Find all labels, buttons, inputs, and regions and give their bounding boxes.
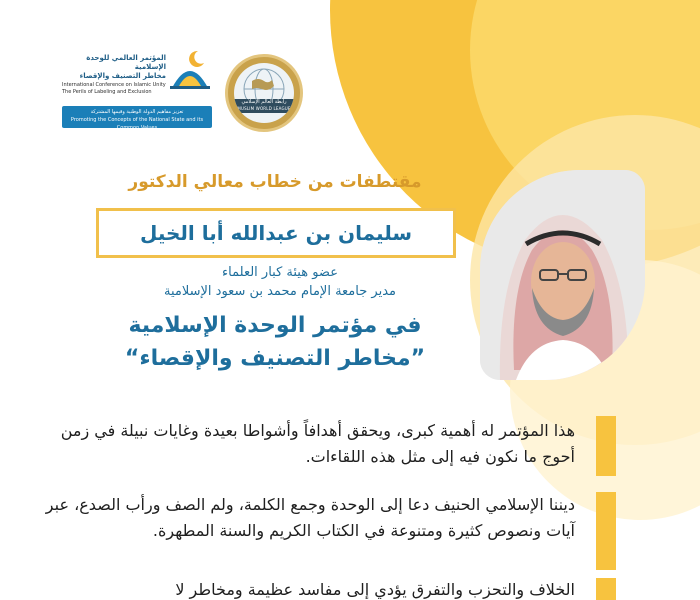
paragraph-2: ديننا الإسلامي الحنيف دعا إلى الوحدة وجمع الكلمة، ولم الصف ورأب الصدع، عبر آيات ونصوص كثيرة ومتنوعة في الكتاب الكريم والسنة المطهرة.	[45, 495, 575, 540]
intro-title: مقتطفات من خطاب معالي الدكتور	[128, 172, 422, 192]
conference-logo-arabic-title: المؤتمر العالمي للوحدة الإسلامية	[86, 54, 166, 71]
conference-logo-text	[62, 54, 166, 95]
conference-logo-english-title: International Conference on Islamic Unity	[62, 82, 166, 88]
mwl-logo	[225, 54, 303, 132]
paragraph-3: الخلاف والتحزب والتفرق يؤدي إلى مفاسد عظيمة ومخاطر لا	[175, 580, 575, 599]
conference-logo-english-subtitle: The Perils of Labeling and Exclusion	[62, 89, 152, 95]
speaker-name: سليمان بن عبدالله أبا الخيل	[139, 221, 413, 245]
conference-logo	[62, 48, 212, 130]
globe-emblem-icon	[234, 63, 294, 123]
speaker-name-box	[96, 208, 456, 258]
paragraph-marker	[596, 416, 616, 476]
paragraph-marker	[596, 578, 616, 600]
paragraph-marker	[596, 492, 616, 570]
conference-subtitle: ”مخاطر التصنيف والإقصاء“	[124, 346, 426, 371]
mwl-logo-band	[234, 99, 294, 113]
globe-lines	[234, 63, 294, 123]
speaker-role-2: مدير جامعة الإمام محمد بن سعود الإسلامية	[164, 284, 396, 299]
mwl-logo-arabic: رابطة العالم الإسلامي	[241, 99, 287, 105]
conference-title: في مؤتمر الوحدة الإسلامية	[128, 313, 422, 338]
speaker-role-1: عضو هيئة كبار العلماء	[222, 265, 338, 280]
mwl-logo-english: MUSLIM WORLD LEAGUE	[237, 106, 291, 111]
conference-logo-strip	[62, 106, 212, 131]
dome-crescent-icon	[168, 48, 212, 90]
conference-logo-strip-arabic: تعزيز مفاهيم الدولة الوطنية وقيمها المشتركة	[90, 109, 184, 115]
conference-logo-strip-english: Promoting the Concepts of the National State and its Common Values	[70, 117, 204, 131]
paragraph-1: هذا المؤتمر له أهمية كبرى، ويحقق أهدافاً وأشواطا بعيدة وغايات نبيلة في زمن أحوج ما نكون فيه إلى مثل هذه اللقاءات.	[60, 421, 575, 466]
conference-logo-arabic-subtitle: مخاطر التصنيف والإقصاء	[79, 72, 166, 80]
